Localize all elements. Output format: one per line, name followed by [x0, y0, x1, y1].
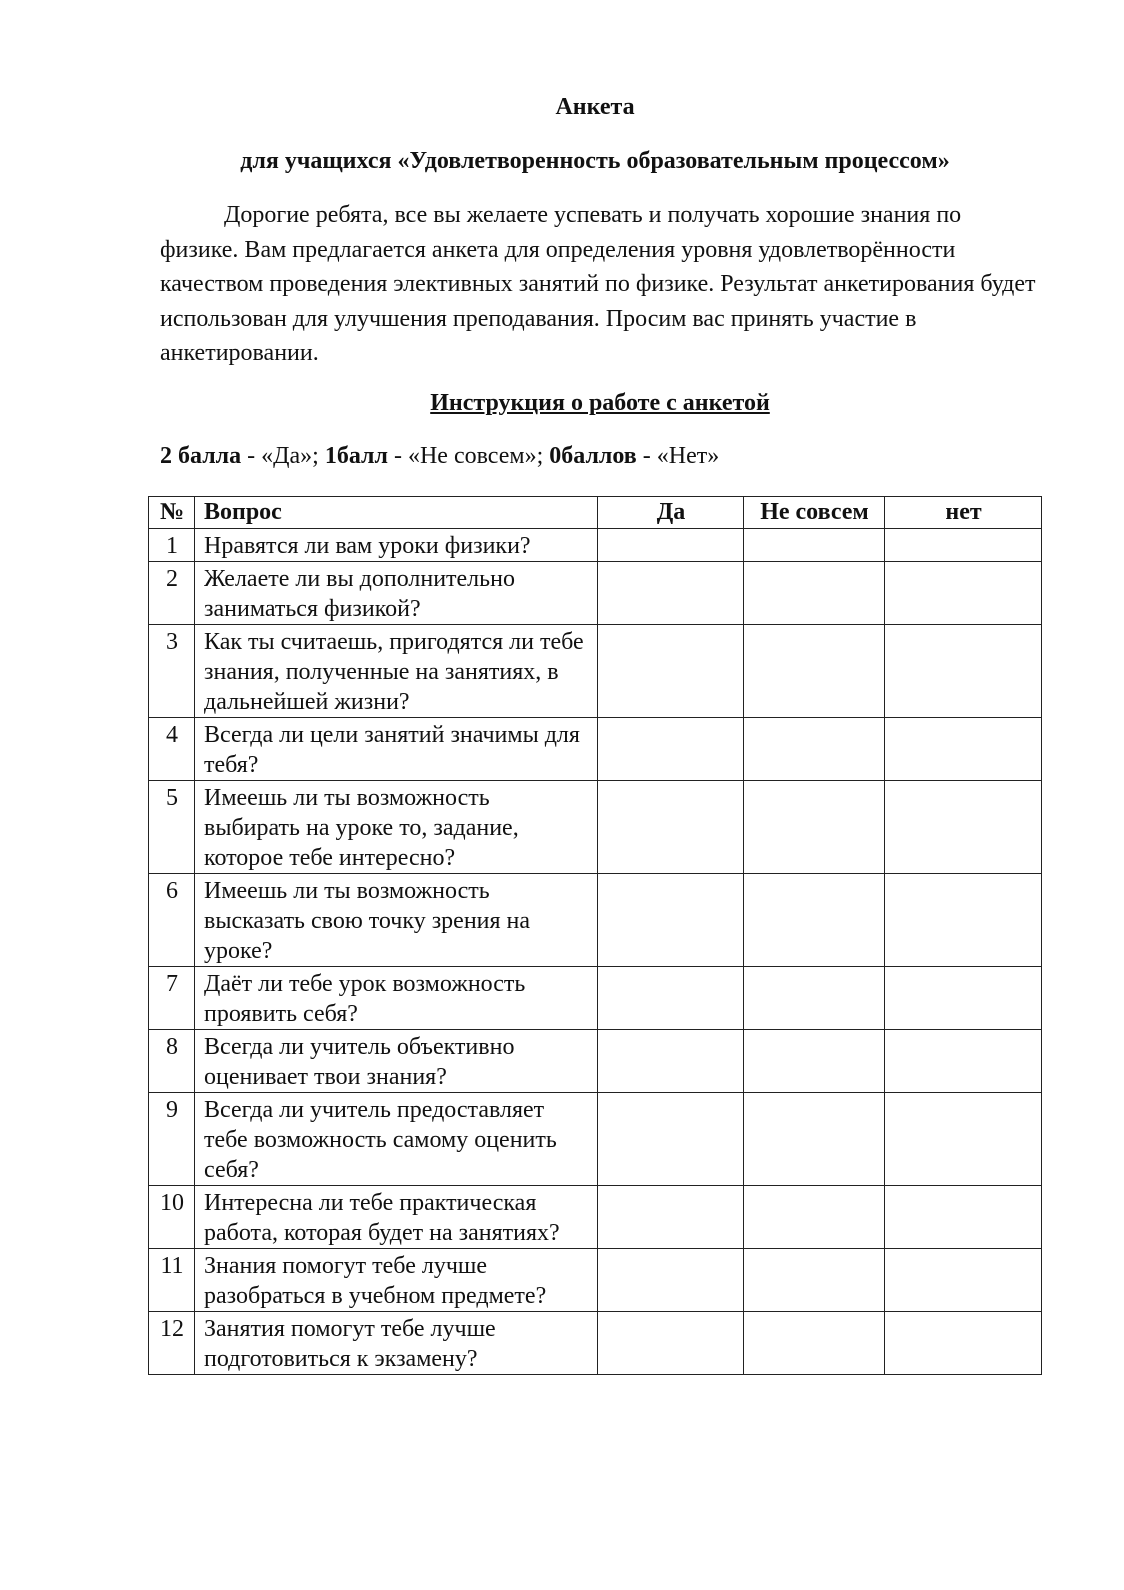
- intro-text: Дорогие ребята, все вы желаете успевать и получать хорошие знания по физике. Вам предлагается анкета для определения уровня удовлетворённости качеством проведения элективных занятий по физике. Результат анкетирования будет использован для улучшения преподавания. Просим вас принять участие в анкетировании.: [160, 202, 1036, 367]
- row-number: 3: [149, 625, 195, 718]
- answer-yes-cell[interactable]: [598, 718, 744, 781]
- answer-partly-cell[interactable]: [744, 1030, 885, 1093]
- header-question: Вопрос: [195, 497, 598, 529]
- answer-no-cell[interactable]: [885, 1093, 1042, 1186]
- answer-no-cell[interactable]: [885, 1030, 1042, 1093]
- table-row: [149, 781, 1042, 874]
- answer-yes-cell[interactable]: [598, 781, 744, 874]
- document-title: Анкета: [555, 94, 635, 120]
- answer-partly-cell[interactable]: [744, 781, 885, 874]
- answer-no-cell[interactable]: [885, 562, 1042, 625]
- row-number: 4: [149, 718, 195, 781]
- row-number: 6: [149, 874, 195, 967]
- row-number: 10: [149, 1186, 195, 1249]
- answer-yes-cell[interactable]: [598, 967, 744, 1030]
- table-row: [149, 718, 1042, 781]
- instruction-title: Инструкция о работе с анкетой: [430, 390, 770, 416]
- header-no: нет: [885, 497, 1042, 529]
- two-points-answer: - «Да»;: [241, 443, 325, 469]
- header-number: №: [149, 497, 195, 529]
- answer-partly-cell[interactable]: [744, 718, 885, 781]
- answer-yes-cell[interactable]: [598, 1249, 744, 1312]
- answer-partly-cell[interactable]: [744, 1249, 885, 1312]
- table-row: [149, 1093, 1042, 1186]
- answer-partly-cell[interactable]: [744, 1186, 885, 1249]
- answer-partly-cell[interactable]: [744, 562, 885, 625]
- answer-no-cell[interactable]: [885, 1312, 1042, 1375]
- row-question: Всегда ли цели занятий значимы для тебя?: [195, 718, 598, 781]
- answer-yes-cell[interactable]: [598, 562, 744, 625]
- header-partly: Не совсем: [744, 497, 885, 529]
- table-row: [149, 625, 1042, 718]
- answer-partly-cell[interactable]: [744, 874, 885, 967]
- two-points-label: 2 балла: [160, 443, 242, 469]
- row-question: Как ты считаешь, пригодятся ли тебе знания, полученные на занятиях, в дальнейшей жизни?: [195, 625, 598, 718]
- row-question: Всегда ли учитель предоставляет тебе возможность самому оценить себя?: [195, 1093, 598, 1186]
- row-number: 5: [149, 781, 195, 874]
- row-number: 2: [149, 562, 195, 625]
- row-number: 1: [149, 529, 195, 562]
- answer-no-cell[interactable]: [885, 1249, 1042, 1312]
- table-row: [149, 1249, 1042, 1312]
- answer-partly-cell[interactable]: [744, 1312, 885, 1375]
- answer-no-cell[interactable]: [885, 967, 1042, 1030]
- table-header-row: [149, 497, 1042, 529]
- answer-yes-cell[interactable]: [598, 1186, 744, 1249]
- row-number: 8: [149, 1030, 195, 1093]
- row-question: Имеешь ли ты возможность выбирать на уроке то, задание, которое тебе интересно?: [195, 781, 598, 874]
- answer-yes-cell[interactable]: [598, 874, 744, 967]
- document-subtitle: для учащихся «Удовлетворенность образовательным процессом»: [240, 148, 950, 174]
- row-number: 11: [149, 1249, 195, 1312]
- row-question: Интересна ли тебе практическая работа, которая будет на занятиях?: [195, 1186, 598, 1249]
- answer-no-cell[interactable]: [885, 781, 1042, 874]
- row-number: 12: [149, 1312, 195, 1375]
- table-row: [149, 1186, 1042, 1249]
- answer-no-cell[interactable]: [885, 718, 1042, 781]
- row-question: Знания помогут тебе лучше разобраться в учебном предмете?: [195, 1249, 598, 1312]
- scoring-legend: [160, 443, 719, 470]
- row-number: 7: [149, 967, 195, 1030]
- answer-yes-cell[interactable]: [598, 625, 744, 718]
- table-row: [149, 1312, 1042, 1375]
- row-question: Всегда ли учитель объективно оценивает твои знания?: [195, 1030, 598, 1093]
- answer-no-cell[interactable]: [885, 1186, 1042, 1249]
- answer-no-cell[interactable]: [885, 529, 1042, 562]
- survey-table: [148, 496, 1042, 1375]
- intro-paragraph: [160, 198, 1040, 371]
- answer-partly-cell[interactable]: [744, 967, 885, 1030]
- row-question: Занятия помогут тебе лучше подготовиться к экзамену?: [195, 1312, 598, 1375]
- answer-partly-cell[interactable]: [744, 1093, 885, 1186]
- answer-no-cell[interactable]: [885, 874, 1042, 967]
- header-yes: Да: [598, 497, 744, 529]
- table-row: [149, 529, 1042, 562]
- table-row: [149, 562, 1042, 625]
- row-question: Имеешь ли ты возможность высказать свою точку зрения на уроке?: [195, 874, 598, 967]
- answer-yes-cell[interactable]: [598, 1093, 744, 1186]
- answer-yes-cell[interactable]: [598, 1312, 744, 1375]
- row-question: Желаете ли вы дополнительно заниматься физикой?: [195, 562, 598, 625]
- answer-yes-cell[interactable]: [598, 1030, 744, 1093]
- table-row: [149, 1030, 1042, 1093]
- row-question: Даёт ли тебе урок возможность проявить себя?: [195, 967, 598, 1030]
- table-row: [149, 967, 1042, 1030]
- row-number: 9: [149, 1093, 195, 1186]
- answer-partly-cell[interactable]: [744, 625, 885, 718]
- zero-points-answer: - «Нет»: [636, 443, 720, 469]
- row-question: Нравятся ли вам уроки физики?: [195, 529, 598, 562]
- zero-points-label: 0баллов: [549, 443, 637, 469]
- answer-partly-cell[interactable]: [744, 529, 885, 562]
- answer-no-cell[interactable]: [885, 625, 1042, 718]
- one-point-label: 1балл: [324, 443, 388, 469]
- one-point-answer: - «Не совсем»;: [387, 443, 550, 469]
- table-row: [149, 874, 1042, 967]
- answer-yes-cell[interactable]: [598, 529, 744, 562]
